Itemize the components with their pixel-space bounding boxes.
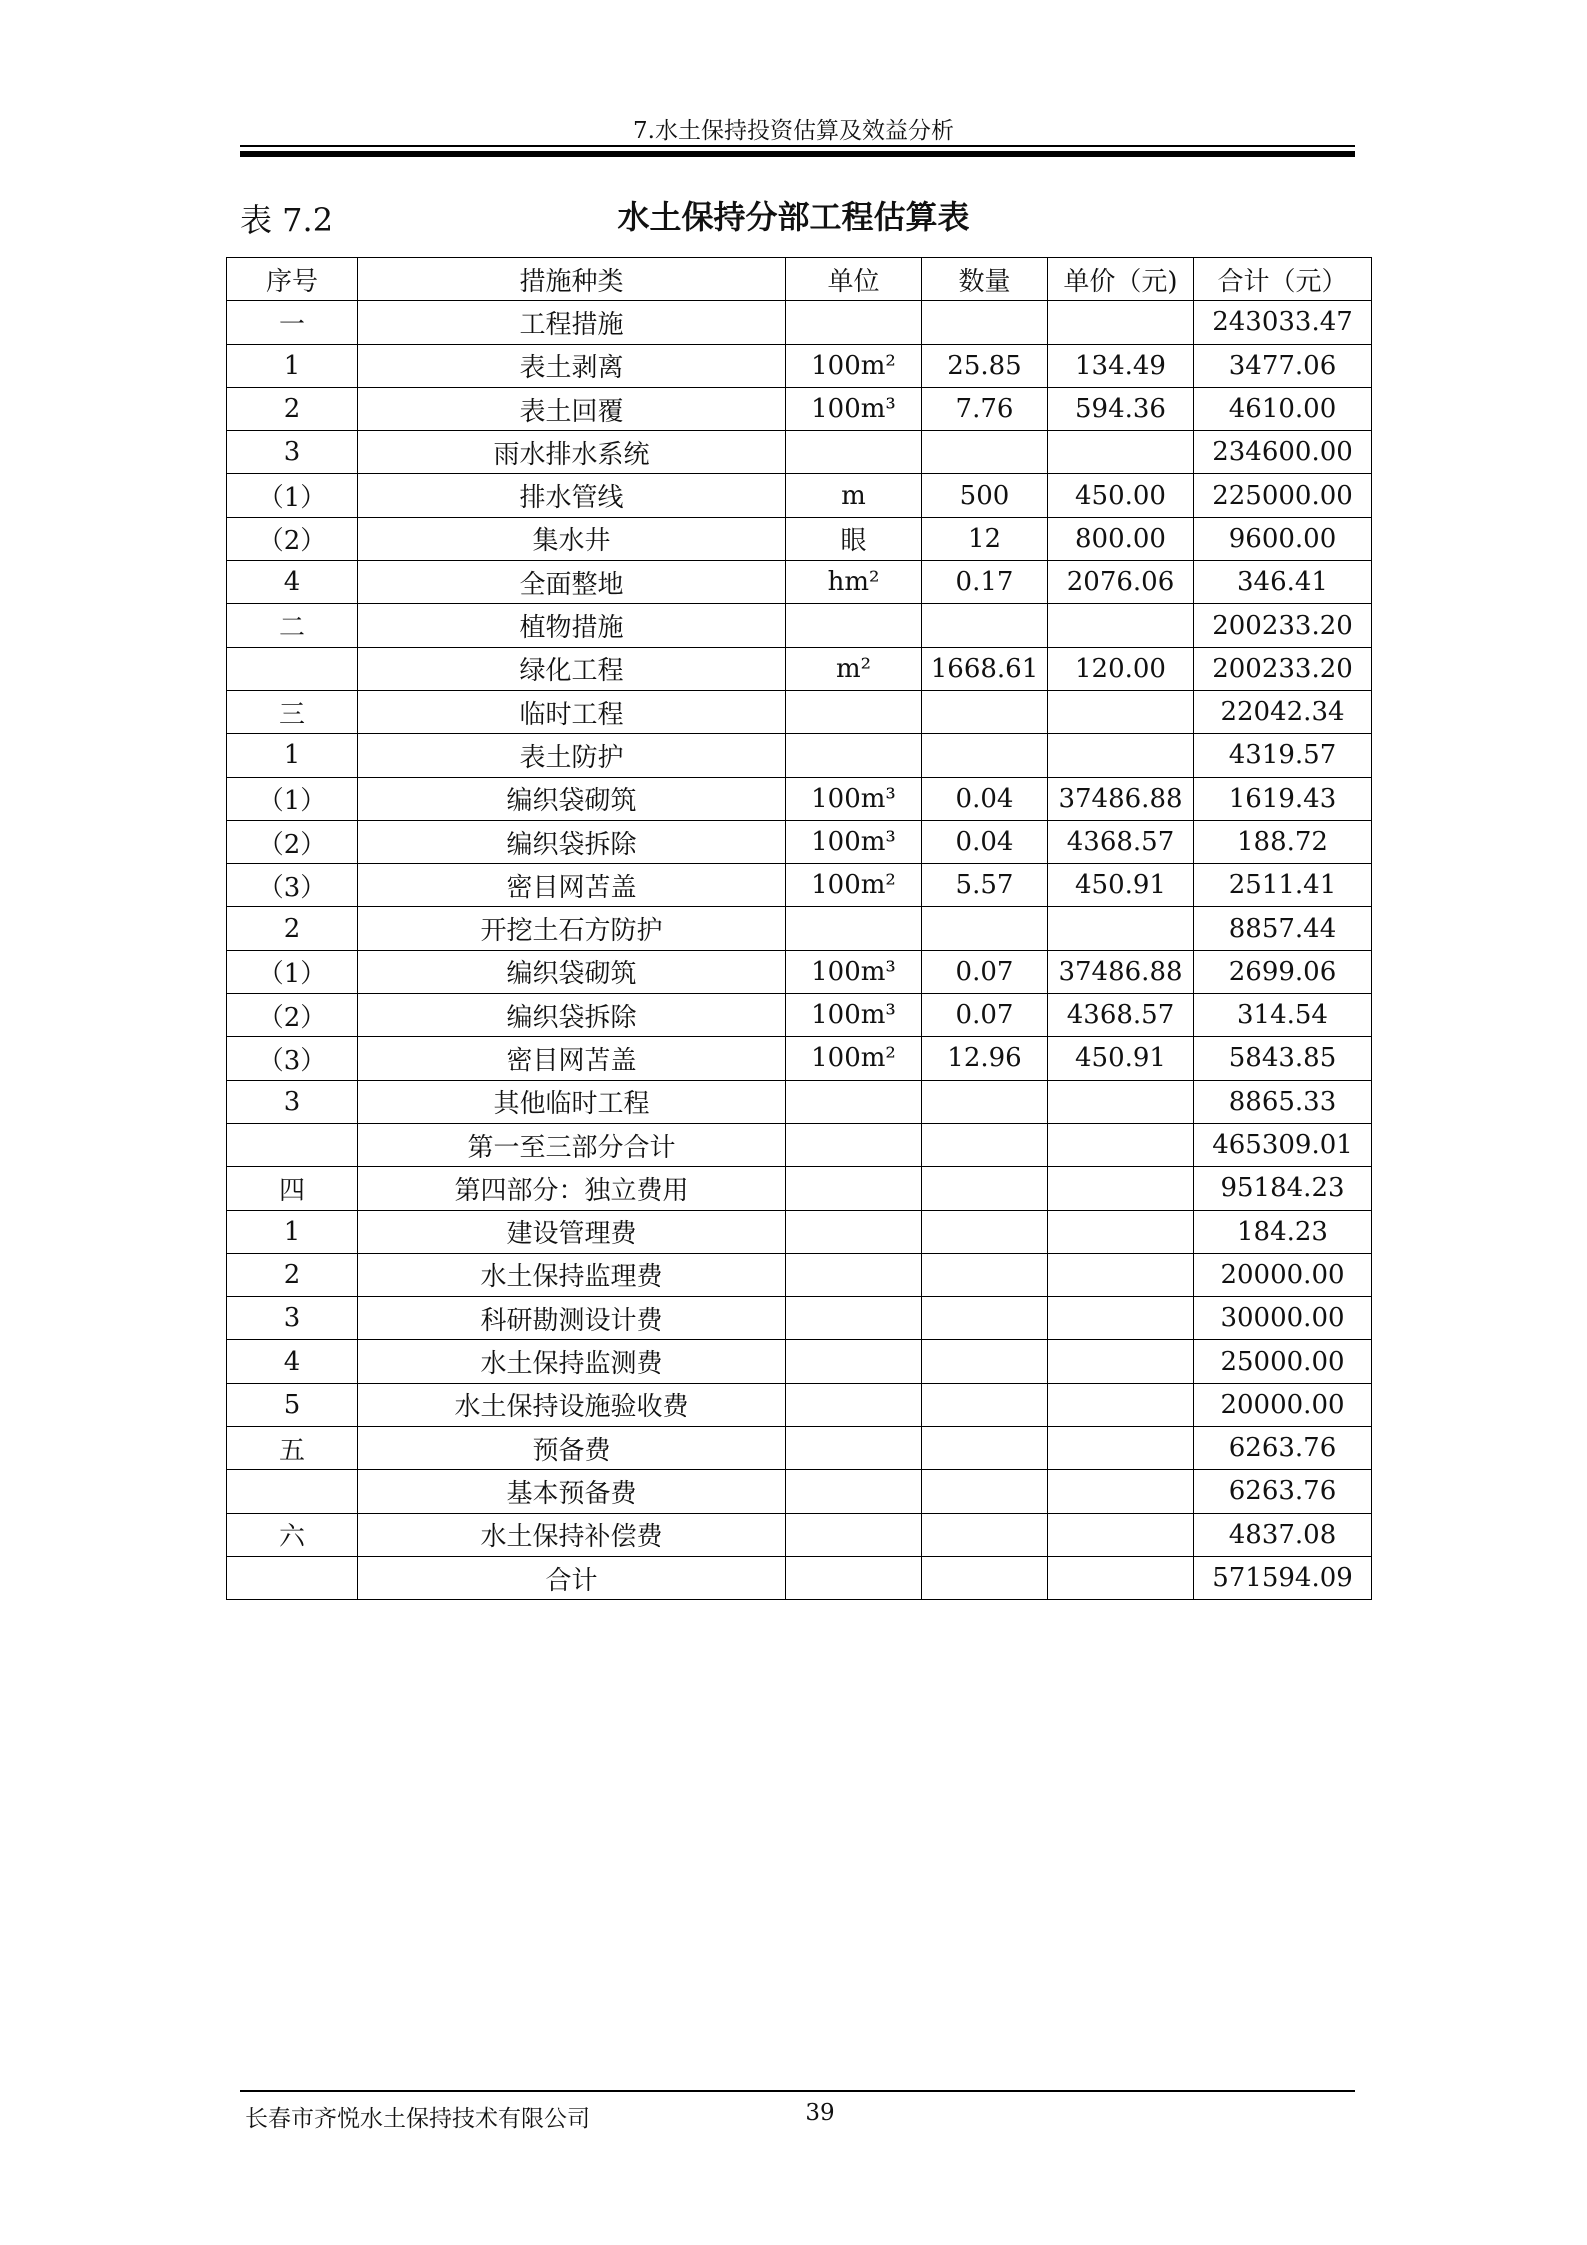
- cell-unit-price: [1048, 690, 1194, 733]
- cell-measure: 科研勘测设计费: [358, 1297, 786, 1340]
- cell-quantity: 0.04: [922, 777, 1048, 820]
- cell-total: 20000.00: [1194, 1253, 1372, 1296]
- cell-measure: 全面整地: [358, 561, 786, 604]
- cell-measure: 其他临时工程: [358, 1080, 786, 1123]
- cell-total: 25000.00: [1194, 1340, 1372, 1383]
- cell-total: 200233.20: [1194, 647, 1372, 690]
- table-row: [227, 1253, 1372, 1296]
- cell-index: （2）: [227, 517, 358, 560]
- table-row: [227, 777, 1372, 820]
- cell-total: 346.41: [1194, 561, 1372, 604]
- cell-unit: m²: [786, 647, 922, 690]
- cell-unit-price: [1048, 1253, 1194, 1296]
- cell-unit-price: [1048, 1167, 1194, 1210]
- cell-unit: [786, 1427, 922, 1470]
- cell-quantity: [922, 690, 1048, 733]
- cell-unit: [786, 604, 922, 647]
- cell-measure: 水土保持补偿费: [358, 1513, 786, 1556]
- cell-quantity: [922, 301, 1048, 344]
- table-row: [227, 431, 1372, 474]
- cell-total: 6263.76: [1194, 1427, 1372, 1470]
- cell-unit-price: 2076.06: [1048, 561, 1194, 604]
- cell-total: 314.54: [1194, 994, 1372, 1037]
- cell-quantity: 12: [922, 517, 1048, 560]
- cell-index: （1）: [227, 474, 358, 517]
- cell-total: 184.23: [1194, 1210, 1372, 1253]
- column-header-index: 序号: [227, 258, 358, 301]
- table-row: [227, 907, 1372, 950]
- cell-measure: 水土保持监理费: [358, 1253, 786, 1296]
- cell-total: 2699.06: [1194, 950, 1372, 993]
- cell-unit-price: [1048, 907, 1194, 950]
- cell-unit: [786, 1556, 922, 1599]
- cell-unit: 100m³: [786, 777, 922, 820]
- cell-unit-price: 37486.88: [1048, 777, 1194, 820]
- cell-unit-price: [1048, 1340, 1194, 1383]
- cell-index: 四: [227, 1167, 358, 1210]
- cell-measure: 植物措施: [358, 604, 786, 647]
- column-header-total: 合计（元）: [1194, 258, 1372, 301]
- cell-quantity: 25.85: [922, 344, 1048, 387]
- cell-index: （2）: [227, 994, 358, 1037]
- table-row: [227, 474, 1372, 517]
- cell-unit-price: [1048, 301, 1194, 344]
- cell-index: 三: [227, 690, 358, 733]
- cell-quantity: [922, 1340, 1048, 1383]
- cell-index: [227, 1556, 358, 1599]
- table-row: [227, 387, 1372, 430]
- column-header-quantity: 数量: [922, 258, 1048, 301]
- cell-measure: 第一至三部分合计: [358, 1123, 786, 1166]
- cell-quantity: [922, 1167, 1048, 1210]
- cell-unit-price: [1048, 1470, 1194, 1513]
- column-header-unit-price: 单价（元): [1048, 258, 1194, 301]
- table-row: [227, 820, 1372, 863]
- table-row: [227, 517, 1372, 560]
- cell-index: （1）: [227, 950, 358, 993]
- table-row: [227, 344, 1372, 387]
- cell-unit-price: 450.91: [1048, 1037, 1194, 1080]
- cell-total: 95184.23: [1194, 1167, 1372, 1210]
- cell-total: 571594.09: [1194, 1556, 1372, 1599]
- cell-total: 4610.00: [1194, 387, 1372, 430]
- cell-unit: 眼: [786, 517, 922, 560]
- table-row: [227, 1340, 1372, 1383]
- cell-unit: 100m³: [786, 820, 922, 863]
- cell-unit: [786, 907, 922, 950]
- cell-measure: 开挖土石方防护: [358, 907, 786, 950]
- table-header-row: [227, 258, 1372, 301]
- cell-unit: [786, 301, 922, 344]
- table-label: 表 7.2: [240, 201, 334, 239]
- cell-unit: 100m²: [786, 344, 922, 387]
- cell-index: 二: [227, 604, 358, 647]
- cell-measure: 基本预备费: [358, 1470, 786, 1513]
- cell-total: 4319.57: [1194, 734, 1372, 777]
- cell-quantity: [922, 1210, 1048, 1253]
- cell-total: 200233.20: [1194, 604, 1372, 647]
- estimate-table: [226, 257, 1372, 1600]
- cell-measure: 雨水排水系统: [358, 431, 786, 474]
- cell-total: 4837.08: [1194, 1513, 1372, 1556]
- table-row: [227, 301, 1372, 344]
- cell-quantity: [922, 1383, 1048, 1426]
- table-row: [227, 1470, 1372, 1513]
- cell-index: 2: [227, 907, 358, 950]
- cell-index: 1: [227, 344, 358, 387]
- cell-unit: [786, 1340, 922, 1383]
- cell-quantity: [922, 1427, 1048, 1470]
- cell-unit: [786, 1253, 922, 1296]
- cell-unit: [786, 690, 922, 733]
- cell-quantity: [922, 1513, 1048, 1556]
- table-title: 水土保持分部工程估算表: [617, 198, 970, 236]
- cell-measure: 编织袋拆除: [358, 820, 786, 863]
- cell-total: 8865.33: [1194, 1080, 1372, 1123]
- cell-quantity: [922, 734, 1048, 777]
- cell-index: 1: [227, 734, 358, 777]
- cell-measure: 密目网苫盖: [358, 864, 786, 907]
- cell-measure: 集水井: [358, 517, 786, 560]
- cell-measure: 合计: [358, 1556, 786, 1599]
- cell-measure: 建设管理费: [358, 1210, 786, 1253]
- table-row: [227, 994, 1372, 1037]
- table-row: [227, 1123, 1372, 1166]
- cell-quantity: [922, 1297, 1048, 1340]
- page-number: 39: [805, 2100, 835, 2126]
- cell-measure: 水土保持监测费: [358, 1340, 786, 1383]
- table-row: [227, 690, 1372, 733]
- cell-quantity: 1668.61: [922, 647, 1048, 690]
- cell-unit-price: 4368.57: [1048, 820, 1194, 863]
- table-row: [227, 1383, 1372, 1426]
- table-row: [227, 734, 1372, 777]
- cell-total: 243033.47: [1194, 301, 1372, 344]
- cell-total: 3477.06: [1194, 344, 1372, 387]
- cell-total: 20000.00: [1194, 1383, 1372, 1426]
- column-header-unit: 单位: [786, 258, 922, 301]
- cell-index: 六: [227, 1513, 358, 1556]
- cell-unit: [786, 734, 922, 777]
- cell-index: 3: [227, 1297, 358, 1340]
- cell-total: 5843.85: [1194, 1037, 1372, 1080]
- cell-measure: 表土防护: [358, 734, 786, 777]
- cell-quantity: 0.17: [922, 561, 1048, 604]
- cell-unit: [786, 1383, 922, 1426]
- cell-unit-price: [1048, 1383, 1194, 1426]
- cell-index: [227, 647, 358, 690]
- cell-index: 2: [227, 387, 358, 430]
- cell-quantity: 0.07: [922, 994, 1048, 1037]
- header-rule-thin: [240, 145, 1355, 147]
- cell-quantity: 12.96: [922, 1037, 1048, 1080]
- cell-measure: 第四部分：独立费用: [358, 1167, 786, 1210]
- cell-index: 2: [227, 1253, 358, 1296]
- cell-total: 8857.44: [1194, 907, 1372, 950]
- cell-quantity: 5.57: [922, 864, 1048, 907]
- cell-unit-price: 450.00: [1048, 474, 1194, 517]
- cell-unit: hm²: [786, 561, 922, 604]
- cell-unit: 100m²: [786, 864, 922, 907]
- cell-quantity: [922, 1470, 1048, 1513]
- cell-unit-price: [1048, 1080, 1194, 1123]
- cell-unit-price: 450.91: [1048, 864, 1194, 907]
- table-row: [227, 647, 1372, 690]
- cell-quantity: [922, 1123, 1048, 1166]
- cell-total: 2511.41: [1194, 864, 1372, 907]
- cell-measure: 绿化工程: [358, 647, 786, 690]
- cell-unit: 100m²: [786, 1037, 922, 1080]
- cell-index: 五: [227, 1427, 358, 1470]
- cell-unit-price: 594.36: [1048, 387, 1194, 430]
- cell-unit-price: 37486.88: [1048, 950, 1194, 993]
- table-row: [227, 604, 1372, 647]
- table-row: [227, 1556, 1372, 1599]
- cell-index: （3）: [227, 864, 358, 907]
- cell-index: 一: [227, 301, 358, 344]
- table-row: [227, 950, 1372, 993]
- cell-quantity: 0.07: [922, 950, 1048, 993]
- cell-unit-price: 800.00: [1048, 517, 1194, 560]
- header-rule-thick: [240, 151, 1355, 157]
- cell-quantity: 7.76: [922, 387, 1048, 430]
- table-row: [227, 1080, 1372, 1123]
- cell-index: （2）: [227, 820, 358, 863]
- cell-index: 1: [227, 1210, 358, 1253]
- cell-unit: 100m³: [786, 387, 922, 430]
- cell-measure: 排水管线: [358, 474, 786, 517]
- cell-unit-price: [1048, 1513, 1194, 1556]
- cell-unit: [786, 1123, 922, 1166]
- cell-unit-price: [1048, 1210, 1194, 1253]
- table-row: [227, 1167, 1372, 1210]
- cell-measure: 临时工程: [358, 690, 786, 733]
- cell-measure: 编织袋砌筑: [358, 950, 786, 993]
- cell-quantity: [922, 604, 1048, 647]
- cell-measure: 编织袋砌筑: [358, 777, 786, 820]
- cell-index: 4: [227, 1340, 358, 1383]
- cell-unit: [786, 1210, 922, 1253]
- cell-unit-price: 4368.57: [1048, 994, 1194, 1037]
- cell-index: 3: [227, 431, 358, 474]
- cell-quantity: 0.04: [922, 820, 1048, 863]
- cell-unit: 100m³: [786, 994, 922, 1037]
- cell-unit-price: [1048, 604, 1194, 647]
- table-row: [227, 864, 1372, 907]
- cell-quantity: [922, 907, 1048, 950]
- cell-total: 225000.00: [1194, 474, 1372, 517]
- footer-rule: [240, 2090, 1355, 2092]
- table-row: [227, 1513, 1372, 1556]
- cell-measure: 预备费: [358, 1427, 786, 1470]
- running-header: 7.水土保持投资估算及效益分析: [633, 118, 954, 144]
- cell-index: 4: [227, 561, 358, 604]
- cell-index: 5: [227, 1383, 358, 1426]
- cell-unit: m: [786, 474, 922, 517]
- cell-measure: 表土回覆: [358, 387, 786, 430]
- cell-quantity: 500: [922, 474, 1048, 517]
- cell-unit-price: [1048, 1297, 1194, 1340]
- cell-unit: [786, 431, 922, 474]
- cell-unit-price: [1048, 734, 1194, 777]
- cell-unit-price: [1048, 431, 1194, 474]
- cell-unit: [786, 1080, 922, 1123]
- table-row: [227, 561, 1372, 604]
- cell-index: [227, 1123, 358, 1166]
- cell-total: 9600.00: [1194, 517, 1372, 560]
- cell-unit: 100m³: [786, 950, 922, 993]
- cell-total: 1619.43: [1194, 777, 1372, 820]
- table-row: [227, 1427, 1372, 1470]
- cell-unit: [786, 1470, 922, 1513]
- cell-quantity: [922, 1556, 1048, 1599]
- cell-measure: 工程措施: [358, 301, 786, 344]
- cell-index: （3）: [227, 1037, 358, 1080]
- cell-index: （1）: [227, 777, 358, 820]
- cell-total: 465309.01: [1194, 1123, 1372, 1166]
- cell-index: [227, 1470, 358, 1513]
- cell-total: 30000.00: [1194, 1297, 1372, 1340]
- cell-total: 22042.34: [1194, 690, 1372, 733]
- cell-unit: [786, 1513, 922, 1556]
- cell-unit: [786, 1167, 922, 1210]
- cell-total: 188.72: [1194, 820, 1372, 863]
- cell-quantity: [922, 1080, 1048, 1123]
- cell-unit-price: [1048, 1556, 1194, 1599]
- cell-quantity: [922, 431, 1048, 474]
- cell-measure: 水土保持设施验收费: [358, 1383, 786, 1426]
- cell-unit-price: [1048, 1123, 1194, 1166]
- cell-total: 234600.00: [1194, 431, 1372, 474]
- cell-total: 6263.76: [1194, 1470, 1372, 1513]
- cell-index: 3: [227, 1080, 358, 1123]
- table-row: [227, 1037, 1372, 1080]
- footer-company: 长春市齐悦水土保持技术有限公司: [245, 2106, 590, 2132]
- cell-unit: [786, 1297, 922, 1340]
- column-header-measure: 措施种类: [358, 258, 786, 301]
- cell-measure: 编织袋拆除: [358, 994, 786, 1037]
- cell-unit-price: 134.49: [1048, 344, 1194, 387]
- cell-measure: 表土剥离: [358, 344, 786, 387]
- cell-unit-price: [1048, 1427, 1194, 1470]
- cell-measure: 密目网苫盖: [358, 1037, 786, 1080]
- table-row: [227, 1210, 1372, 1253]
- cell-unit-price: 120.00: [1048, 647, 1194, 690]
- table-body: [227, 301, 1372, 1600]
- table-row: [227, 1297, 1372, 1340]
- cell-quantity: [922, 1253, 1048, 1296]
